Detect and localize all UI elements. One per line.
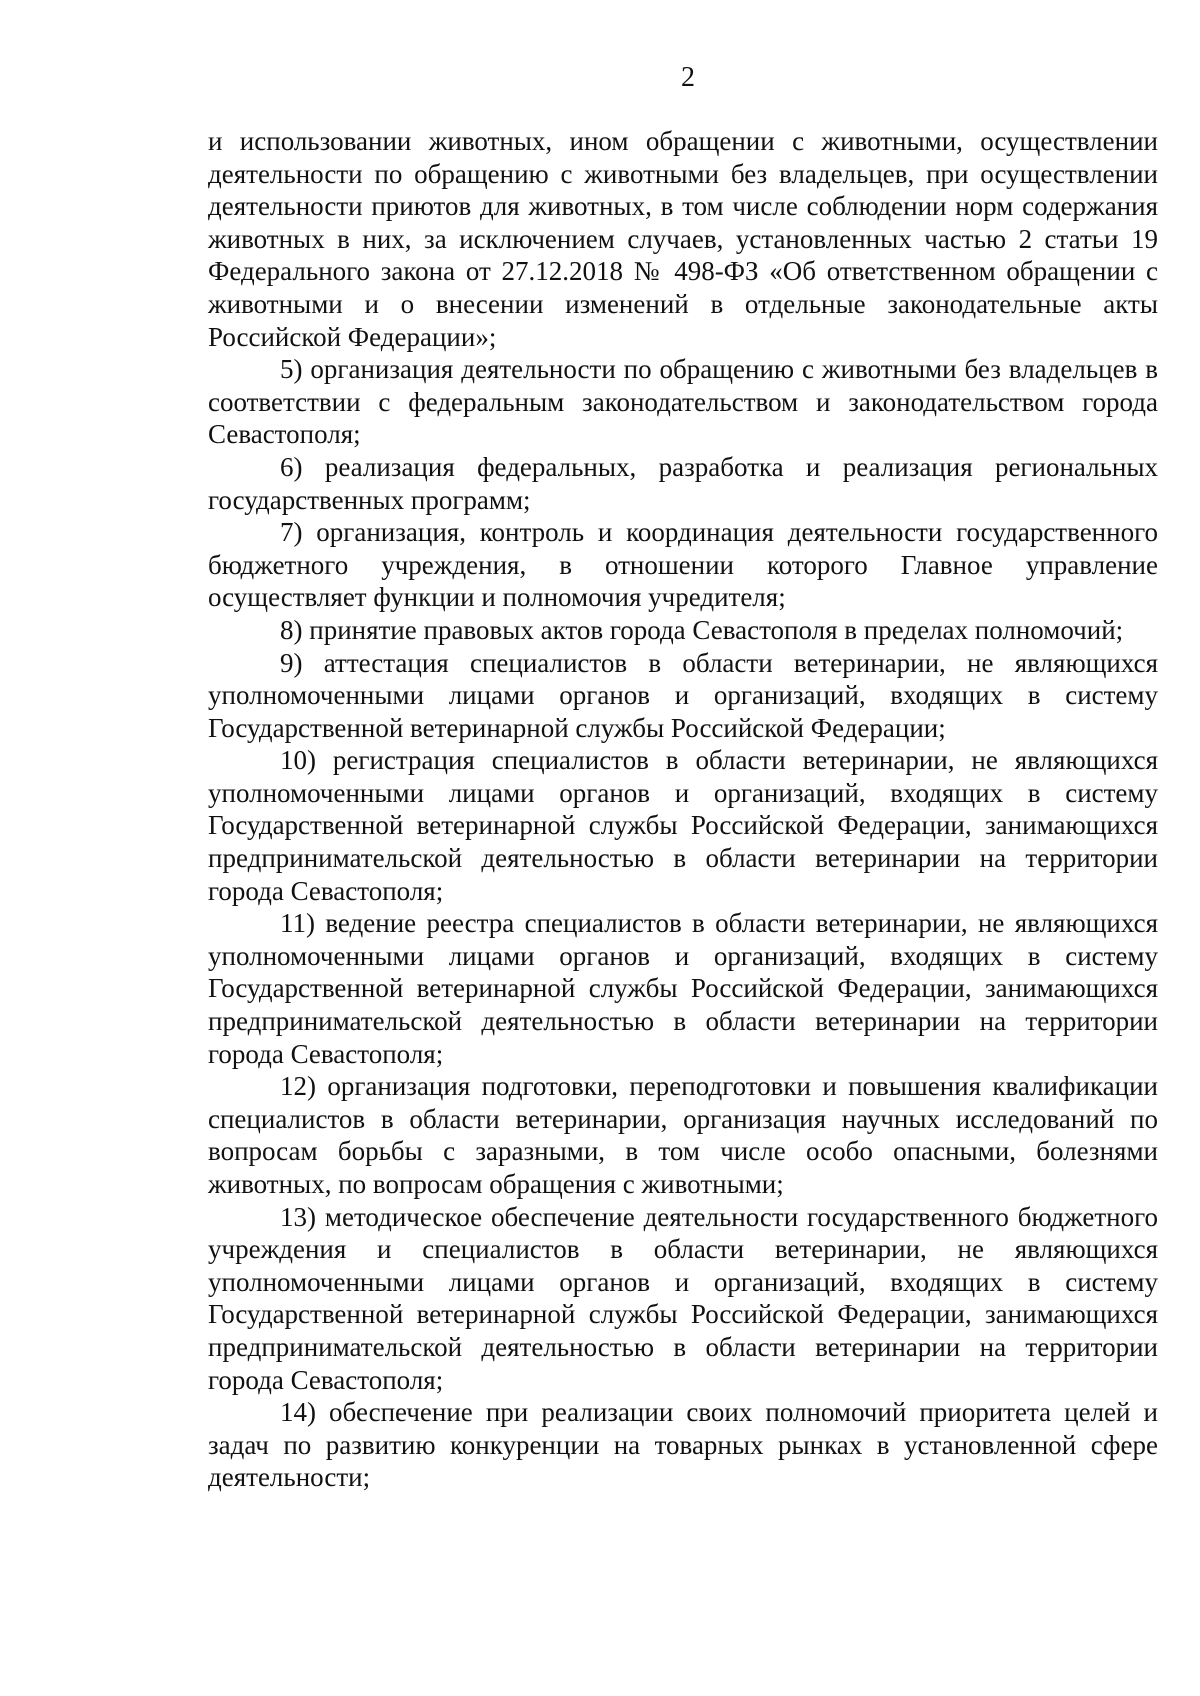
document-paragraph: 11) ведение реестра специалистов в области ветеринарии, не являющихся уполномоченными лицами органов и организаций, входящих в систему Государственной ветеринарной службы Российской Федерации, занимающихся предпринимательской деятельностью в области ветеринарии на территории города Севастополя; [208, 908, 1158, 1069]
page-number: 2 [681, 62, 695, 93]
document-paragraph: 14) обеспечение при реализации своих полномочий приоритета целей и задач по развитию конкуренции на товарных рынках в установленной сфере деятельности; [208, 1397, 1158, 1493]
document-paragraph: 9) аттестация специалистов в области ветеринарии, не являющихся уполномоченными лицами органов и организаций, входящих в систему Государственной ветеринарной службы Российской Федерации; [208, 647, 1158, 743]
document-paragraph: 5) организация деятельности по обращению с животными без владельцев в соответствии с федеральным законодательством и законодательством города Севастополя; [208, 354, 1158, 450]
document-paragraph: 10) регистрация специалистов в области ветеринарии, не являющихся уполномоченными лицами органов и организаций, входящих в систему Государственной ветеринарной службы Российской Федерации, занимающихся предпринимательской деятельностью в области ветеринарии на территории города Севастополя; [208, 745, 1158, 906]
document-paragraph: 12) организация подготовки, переподготовки и повышения квалификации специалистов в области ветеринарии, организация научных исследований по вопросам борьбы с заразными, в том числе особо опасными, болезнями животных, по вопросам обращения с животными; [208, 1071, 1158, 1199]
document-paragraph: 7) организация, контроль и координация деятельности государственного бюджетного учреждения, в отношении которого Главное управление осуществляет функции и полномочия учредителя; [208, 517, 1158, 613]
document-paragraph: 6) реализация федеральных, разработка и реализация региональных государственных программ; [208, 451, 1158, 515]
document-paragraph: 13) методическое обеспечение деятельности государственного бюджетного учреждения и специалистов в области ветеринарии, не являющихся уполномоченными лицами органов и организаций, входящих в систему Государственной ветеринарной службы Российской Федерации, занимающихся предпринимательской деятельностью в области ветеринарии на территории города Севастополя; [208, 1201, 1158, 1395]
document-paragraph: 8) принятие правовых актов города Севастополя в пределах полномочий; [280, 614, 1124, 645]
document-body [208, 125, 1158, 1494]
document-paragraph: и использовании животных, ином обращении с животными, осуществлении деятельности по обращению с животными без владельцев, при осуществлении деятельности приютов для животных, в том числе соблюдении норм содержания животных в них, за исключением случаев, установленных частью 2 статьи 19 Федерального закона от 27.12.2018 № 498-ФЗ «Об ответственном обращении с животными и о внесении изменений в отдельные законодательные акты Российской Федерации»; [208, 126, 1158, 352]
